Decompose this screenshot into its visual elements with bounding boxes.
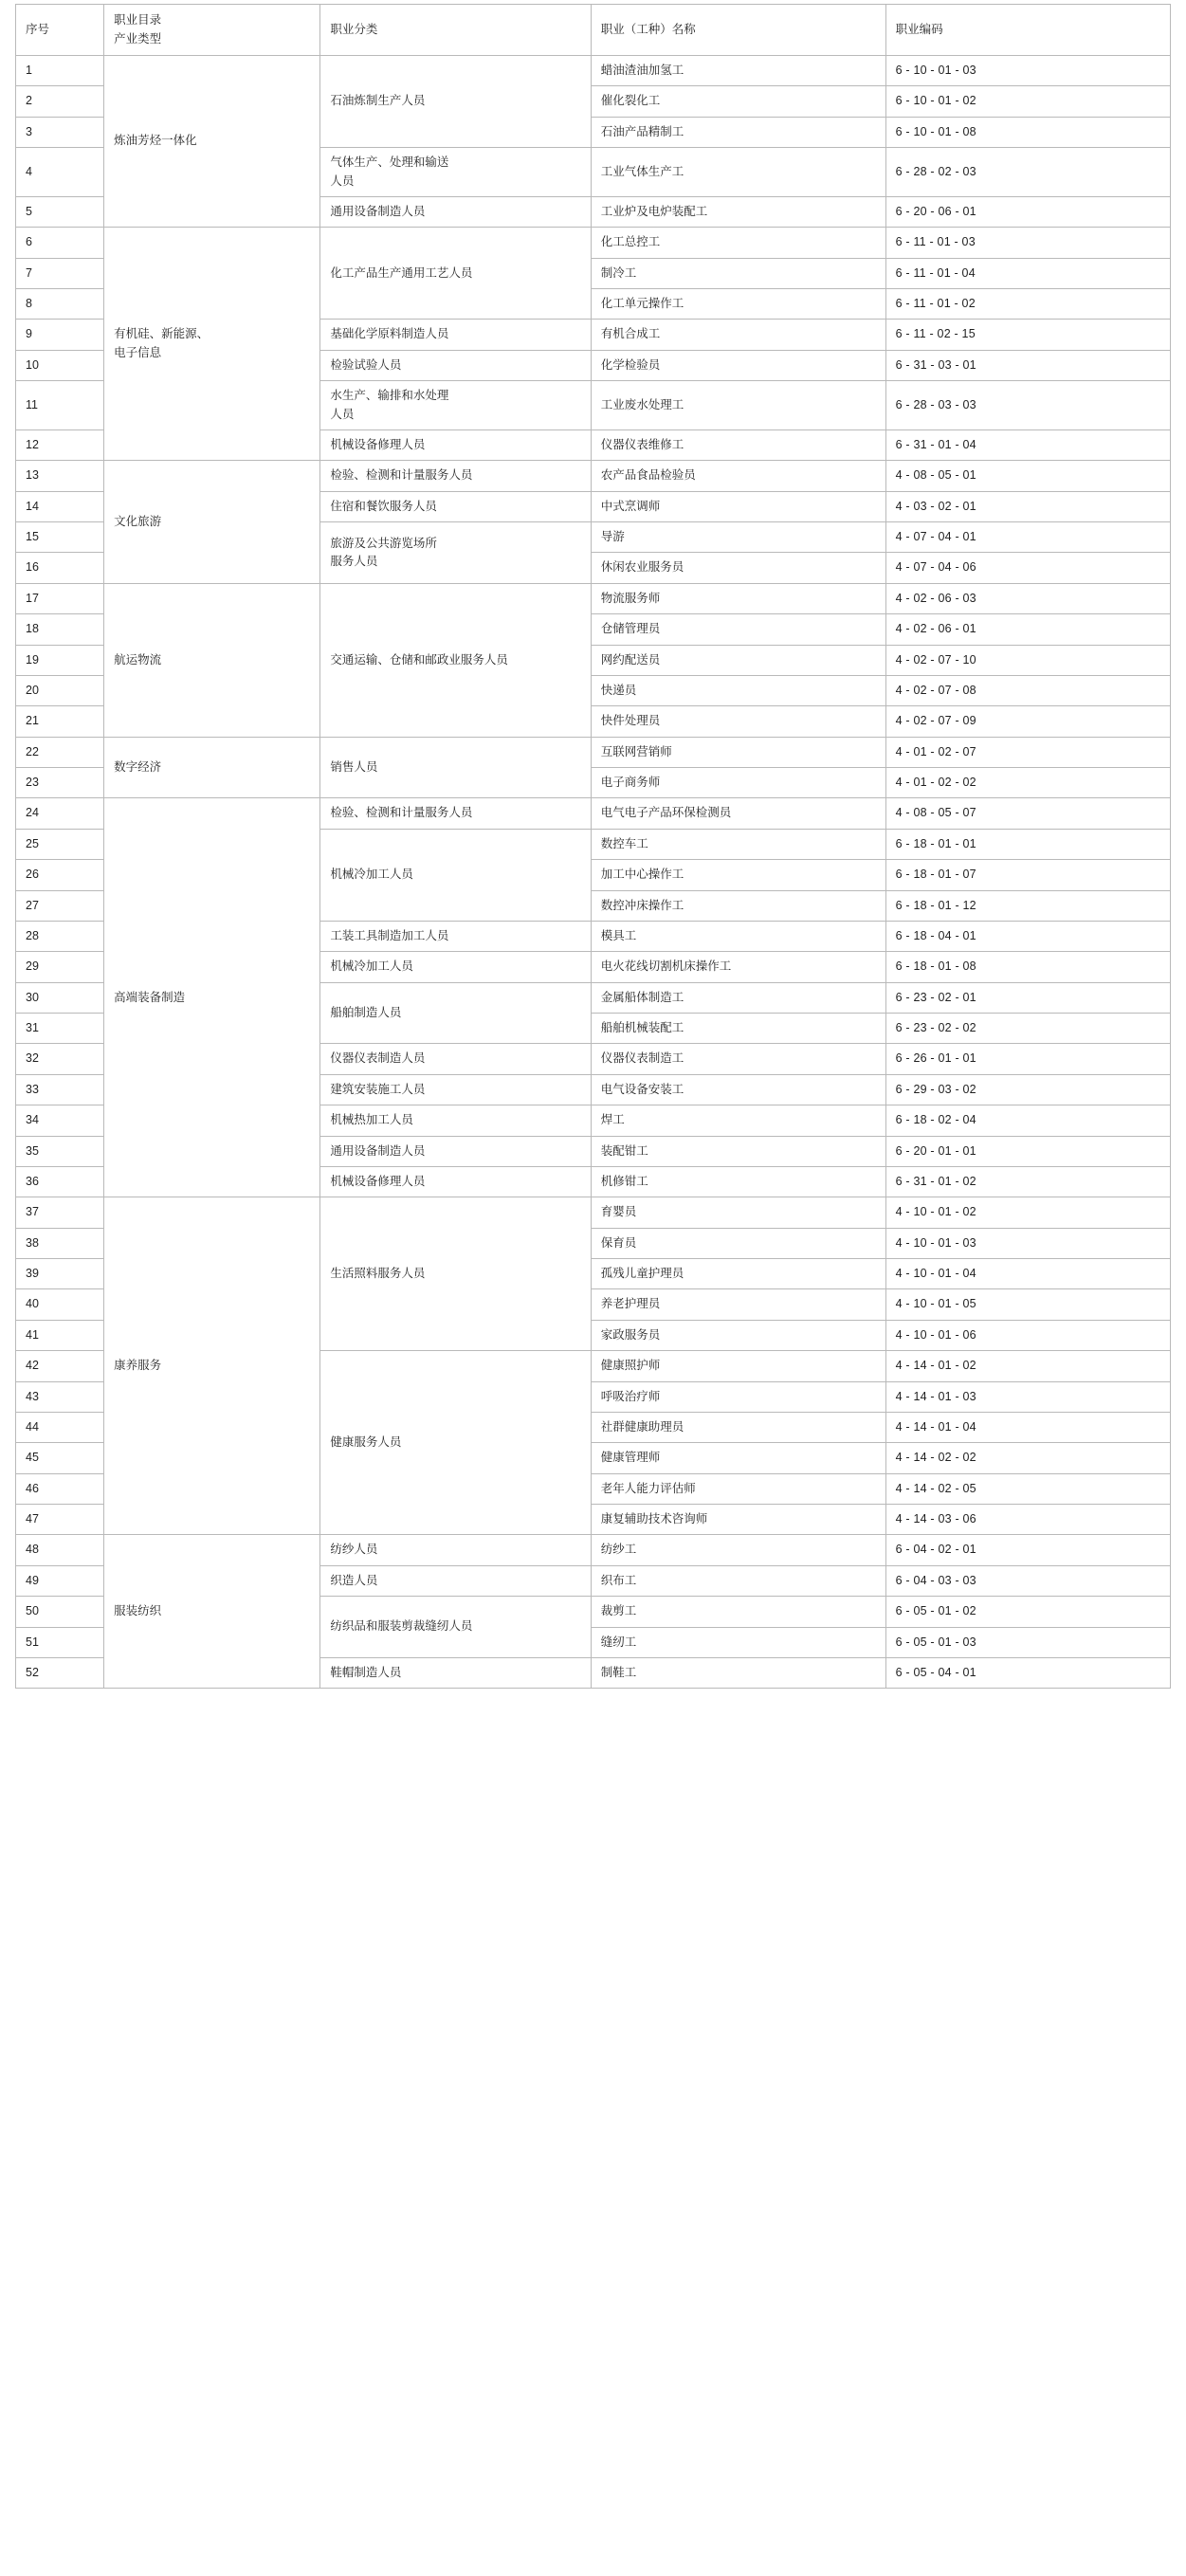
cell-industry [104,228,320,461]
cell-job: 仪器仪表制造工 [591,1044,885,1074]
cell-code: 4 - 14 - 02 - 05 [885,1473,1170,1504]
cell-job: 孤残儿童护理员 [591,1259,885,1289]
cell-no: 11 [16,381,104,430]
cell-job: 中式烹调师 [591,491,885,521]
cell-code: 6 - 11 - 01 - 04 [885,258,1170,288]
cell-no: 47 [16,1505,104,1535]
cell-no: 34 [16,1105,104,1136]
cell-code: 6 - 05 - 04 - 01 [885,1657,1170,1688]
cell-no: 52 [16,1657,104,1688]
cell-job: 装配钳工 [591,1136,885,1166]
cell-no: 35 [16,1136,104,1166]
cell-category: 仪器仪表制造人员 [320,1044,591,1074]
cell-job: 家政服务员 [591,1320,885,1350]
header-industry-line1: 职业目录 [114,13,162,27]
cell-code: 4 - 03 - 02 - 01 [885,491,1170,521]
cell-code: 6 - 18 - 04 - 01 [885,921,1170,951]
cell-category: 船舶制造人员 [320,982,591,1044]
cell-no: 3 [16,117,104,147]
cell-category: 检验、检测和计量服务人员 [320,461,591,491]
cell-no: 20 [16,675,104,705]
header-industry-line2: 产业类型 [114,31,162,46]
cell-category: 织造人员 [320,1565,591,1596]
table-row [16,1197,1171,1228]
cell-no: 21 [16,706,104,737]
cell-no: 39 [16,1259,104,1289]
cell-code: 6 - 31 - 03 - 01 [885,350,1170,380]
cell-job: 呼吸治疗师 [591,1381,885,1412]
cell-no: 2 [16,86,104,117]
cell-code: 4 - 14 - 01 - 03 [885,1381,1170,1412]
cell-no: 15 [16,522,104,553]
table-row [16,737,1171,767]
cell-code: 4 - 07 - 04 - 01 [885,522,1170,553]
cell-category: 交通运输、仓储和邮政业服务人员 [320,583,591,737]
cell-job: 电气设备安装工 [591,1074,885,1105]
cell-code: 4 - 02 - 07 - 08 [885,675,1170,705]
cell-code: 6 - 31 - 01 - 04 [885,429,1170,460]
cell-code: 6 - 18 - 02 - 04 [885,1105,1170,1136]
table-body [16,56,1171,1689]
cell-code: 6 - 05 - 01 - 02 [885,1597,1170,1627]
table-row [16,583,1171,613]
cell-no: 22 [16,737,104,767]
cell-no: 24 [16,798,104,829]
table-row [16,798,1171,829]
cell-code: 6 - 23 - 02 - 01 [885,982,1170,1013]
cell-job: 互联网营销师 [591,737,885,767]
cell-job: 加工中心操作工 [591,860,885,890]
cell-category: 检验、检测和计量服务人员 [320,798,591,829]
cell-no: 40 [16,1289,104,1320]
cell-code: 4 - 10 - 01 - 03 [885,1228,1170,1258]
cell-industry: 数字经济 [104,737,320,798]
cell-category [320,522,591,584]
cell-job: 电气电子产品环保检测员 [591,798,885,829]
cell-category-line1: 旅游及公共游览场所 [330,536,437,550]
cell-code: 4 - 02 - 07 - 09 [885,706,1170,737]
cell-category: 纺织品和服装剪裁缝纫人员 [320,1597,591,1658]
cell-category: 销售人员 [320,737,591,798]
cell-no: 37 [16,1197,104,1228]
cell-code: 6 - 10 - 01 - 03 [885,56,1170,86]
cell-code: 4 - 10 - 01 - 02 [885,1197,1170,1228]
table-row [16,461,1171,491]
cell-code: 6 - 29 - 03 - 02 [885,1074,1170,1105]
cell-no: 6 [16,228,104,258]
cell-no: 10 [16,350,104,380]
cell-job: 工业废水处理工 [591,381,885,430]
table-row [16,228,1171,258]
cell-no: 36 [16,1166,104,1197]
cell-no: 12 [16,429,104,460]
cell-code: 6 - 31 - 01 - 02 [885,1166,1170,1197]
cell-code: 6 - 11 - 02 - 15 [885,320,1170,350]
cell-category: 生活照料服务人员 [320,1197,591,1351]
cell-code: 4 - 14 - 03 - 06 [885,1505,1170,1535]
cell-code: 4 - 02 - 06 - 03 [885,583,1170,613]
cell-code: 6 - 18 - 01 - 01 [885,829,1170,859]
cell-job: 康复辅助技术咨询师 [591,1505,885,1535]
cell-industry-line1: 有机硅、新能源、 [114,327,210,341]
cell-industry: 康养服务 [104,1197,320,1535]
cell-job: 保育员 [591,1228,885,1258]
cell-code: 4 - 07 - 04 - 06 [885,553,1170,583]
cell-code: 4 - 08 - 05 - 07 [885,798,1170,829]
cell-category: 化工产品生产通用工艺人员 [320,228,591,320]
cell-code: 4 - 02 - 06 - 01 [885,614,1170,645]
cell-job: 健康管理师 [591,1443,885,1473]
cell-code: 4 - 10 - 01 - 06 [885,1320,1170,1350]
cell-code: 6 - 23 - 02 - 02 [885,1014,1170,1044]
cell-job: 健康照护师 [591,1351,885,1381]
cell-job: 电子商务师 [591,768,885,798]
cell-job: 化工单元操作工 [591,289,885,320]
table-header [16,5,1171,56]
table-row [16,1535,1171,1565]
cell-code: 4 - 14 - 01 - 02 [885,1351,1170,1381]
cell-no: 31 [16,1014,104,1044]
cell-category: 机械热加工人员 [320,1105,591,1136]
header-row [16,5,1171,56]
cell-code: 6 - 04 - 02 - 01 [885,1535,1170,1565]
cell-category: 通用设备制造人员 [320,196,591,227]
cell-code: 6 - 11 - 01 - 03 [885,228,1170,258]
cell-no: 33 [16,1074,104,1105]
cell-industry: 高端装备制造 [104,798,320,1197]
cell-job: 电火花线切割机床操作工 [591,952,885,982]
cell-category: 基础化学原料制造人员 [320,320,591,350]
cell-job: 工业炉及电炉装配工 [591,196,885,227]
cell-code: 4 - 10 - 01 - 04 [885,1259,1170,1289]
cell-no: 18 [16,614,104,645]
cell-no: 32 [16,1044,104,1074]
cell-code: 4 - 14 - 01 - 04 [885,1412,1170,1442]
cell-category: 通用设备制造人员 [320,1136,591,1166]
cell-job: 老年人能力评估师 [591,1473,885,1504]
occupation-table [15,4,1171,1689]
cell-code: 4 - 02 - 07 - 10 [885,645,1170,675]
cell-category: 建筑安装施工人员 [320,1074,591,1105]
cell-no: 8 [16,289,104,320]
cell-no: 14 [16,491,104,521]
cell-no: 51 [16,1627,104,1657]
cell-category: 检验试验人员 [320,350,591,380]
cell-category-line2: 服务人员 [330,554,378,568]
cell-code: 6 - 05 - 01 - 03 [885,1627,1170,1657]
cell-no: 27 [16,890,104,921]
cell-no: 44 [16,1412,104,1442]
cell-job: 物流服务师 [591,583,885,613]
cell-code: 6 - 11 - 01 - 02 [885,289,1170,320]
cell-no: 48 [16,1535,104,1565]
cell-industry: 服装纺织 [104,1535,320,1689]
cell-job: 织布工 [591,1565,885,1596]
cell-category: 工装工具制造加工人员 [320,921,591,951]
cell-no: 1 [16,56,104,86]
cell-category [320,148,591,197]
cell-code: 6 - 20 - 06 - 01 [885,196,1170,227]
cell-category: 纺纱人员 [320,1535,591,1565]
cell-industry: 文化旅游 [104,461,320,584]
header-job: 职业（工种）名称 [591,5,885,56]
cell-no: 25 [16,829,104,859]
cell-job: 休闲农业服务员 [591,553,885,583]
cell-job: 有机合成工 [591,320,885,350]
cell-job: 育婴员 [591,1197,885,1228]
cell-no: 26 [16,860,104,890]
cell-code: 4 - 10 - 01 - 05 [885,1289,1170,1320]
cell-job: 社群健康助理员 [591,1412,885,1442]
cell-code: 4 - 01 - 02 - 07 [885,737,1170,767]
cell-industry-line2: 电子信息 [114,345,162,359]
cell-no: 7 [16,258,104,288]
cell-category-line1: 气体生产、处理和输送 [330,155,449,170]
cell-job: 裁剪工 [591,1597,885,1627]
cell-no: 28 [16,921,104,951]
cell-code: 6 - 20 - 01 - 01 [885,1136,1170,1166]
cell-job: 机修钳工 [591,1166,885,1197]
cell-code: 6 - 28 - 02 - 03 [885,148,1170,197]
cell-no: 17 [16,583,104,613]
cell-job: 数控冲床操作工 [591,890,885,921]
cell-no: 42 [16,1351,104,1381]
cell-no: 19 [16,645,104,675]
cell-no: 46 [16,1473,104,1504]
cell-no: 49 [16,1565,104,1596]
cell-job: 导游 [591,522,885,553]
cell-code: 4 - 14 - 02 - 02 [885,1443,1170,1473]
cell-category-line2: 人员 [330,174,355,188]
cell-job: 工业气体生产工 [591,148,885,197]
cell-code: 6 - 18 - 01 - 08 [885,952,1170,982]
cell-industry: 航运物流 [104,583,320,737]
cell-category-line1: 水生产、输排和水处理 [330,389,449,403]
header-industry [104,5,320,56]
cell-no: 5 [16,196,104,227]
cell-job: 蜡油渣油加氢工 [591,56,885,86]
cell-no: 30 [16,982,104,1013]
cell-no: 50 [16,1597,104,1627]
cell-category: 机械冷加工人员 [320,829,591,921]
cell-job: 养老护理员 [591,1289,885,1320]
cell-category: 机械冷加工人员 [320,952,591,982]
cell-job: 仪器仪表维修工 [591,429,885,460]
cell-code: 4 - 01 - 02 - 02 [885,768,1170,798]
cell-job: 制冷工 [591,258,885,288]
cell-no: 4 [16,148,104,197]
cell-job: 快递员 [591,675,885,705]
cell-job: 石油产品精制工 [591,117,885,147]
cell-no: 16 [16,553,104,583]
cell-no: 43 [16,1381,104,1412]
cell-code: 6 - 10 - 01 - 08 [885,117,1170,147]
cell-no: 41 [16,1320,104,1350]
cell-category: 机械设备修理人员 [320,1166,591,1197]
cell-job: 焊工 [591,1105,885,1136]
cell-job: 数控车工 [591,829,885,859]
cell-category: 鞋帽制造人员 [320,1657,591,1688]
cell-job: 催化裂化工 [591,86,885,117]
cell-code: 6 - 18 - 01 - 12 [885,890,1170,921]
cell-job: 化学检验员 [591,350,885,380]
cell-industry: 炼油芳烃一体化 [104,56,320,228]
cell-no: 29 [16,952,104,982]
cell-category: 健康服务人员 [320,1351,591,1535]
cell-no: 38 [16,1228,104,1258]
cell-job: 纺纱工 [591,1535,885,1565]
cell-no: 9 [16,320,104,350]
cell-code: 6 - 04 - 03 - 03 [885,1565,1170,1596]
header-category: 职业分类 [320,5,591,56]
table-row [16,56,1171,86]
cell-category: 住宿和餐饮服务人员 [320,491,591,521]
cell-job: 船舶机械装配工 [591,1014,885,1044]
header-code: 职业编码 [885,5,1170,56]
cell-job: 仓储管理员 [591,614,885,645]
cell-code: 6 - 18 - 01 - 07 [885,860,1170,890]
cell-job: 网约配送员 [591,645,885,675]
cell-job: 农产品食品检验员 [591,461,885,491]
cell-code: 4 - 08 - 05 - 01 [885,461,1170,491]
cell-category: 石油炼制生产人员 [320,56,591,148]
cell-no: 23 [16,768,104,798]
cell-code: 6 - 28 - 03 - 03 [885,381,1170,430]
cell-category: 机械设备修理人员 [320,429,591,460]
cell-code: 6 - 10 - 01 - 02 [885,86,1170,117]
cell-job: 模具工 [591,921,885,951]
cell-category-line2: 人员 [330,407,355,421]
cell-category [320,381,591,430]
cell-code: 6 - 26 - 01 - 01 [885,1044,1170,1074]
cell-no: 45 [16,1443,104,1473]
cell-job: 化工总控工 [591,228,885,258]
cell-job: 制鞋工 [591,1657,885,1688]
cell-job: 金属船体制造工 [591,982,885,1013]
header-no: 序号 [16,5,104,56]
cell-no: 13 [16,461,104,491]
cell-job: 快件处理员 [591,706,885,737]
cell-job: 缝纫工 [591,1627,885,1657]
